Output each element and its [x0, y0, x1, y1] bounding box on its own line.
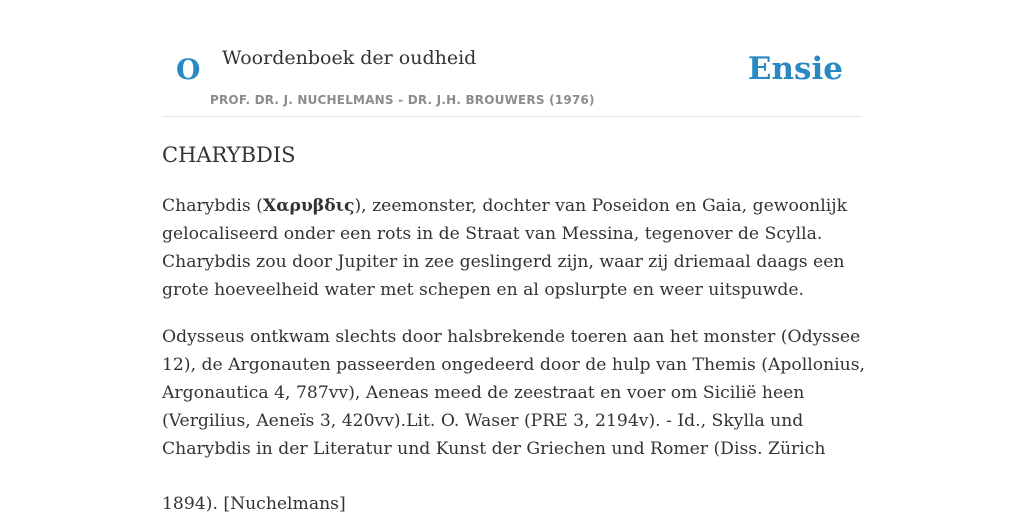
greek-name: Χαρυβδις: [262, 196, 355, 216]
article-paragraph-3: 1894). [Nuchelmans]: [162, 494, 346, 512]
article-paragraph-2: Odysseus ontkwam slechts door halsbrekende toeren aan het monster (Odyssee 12), de Argonauten passeerden ongedeerd door de hulp van Themis (Apollonius, Argonautica 4, 787vv), Aeneas meed de zeestraat en voer om Sicilië heen (Vergilius, Aeneïs 3, 420vv).Lit. O. Waser (PRE 3, 2194v). - Id., Skylla und Charybdis in der Literatur und Kunst der Griechen und Romer (Diss. Zürich: [162, 327, 866, 459]
paragraph-text-after-greek: ), zeemonster, dochter van Poseidon en Gaia, gewoonlijk gelocaliseerd onder een rots in de Straat van Messina, tegenover de Scylla. Charybdis zou door Jupiter in zee geslingerd zijn, waar zij driemaal daags een grote hoeveelheid water met schepen en al opslurpte en weer uitspuwde.: [162, 196, 847, 300]
article-title: CHARYBDIS: [162, 143, 296, 167]
letter-badge[interactable]: O: [176, 53, 201, 86]
paragraph-text-before-greek: Charybdis (: [162, 196, 263, 216]
dictionary-authors: PROF. DR. J. NUCHELMANS - DR. J.H. BROUWERS (1976): [210, 93, 595, 107]
article-paragraph-1: [162, 192, 872, 304]
dictionary-title[interactable]: Woordenboek der oudheid: [222, 47, 477, 69]
ensie-logo[interactable]: Ensie: [747, 51, 843, 87]
page-header: [162, 0, 862, 117]
